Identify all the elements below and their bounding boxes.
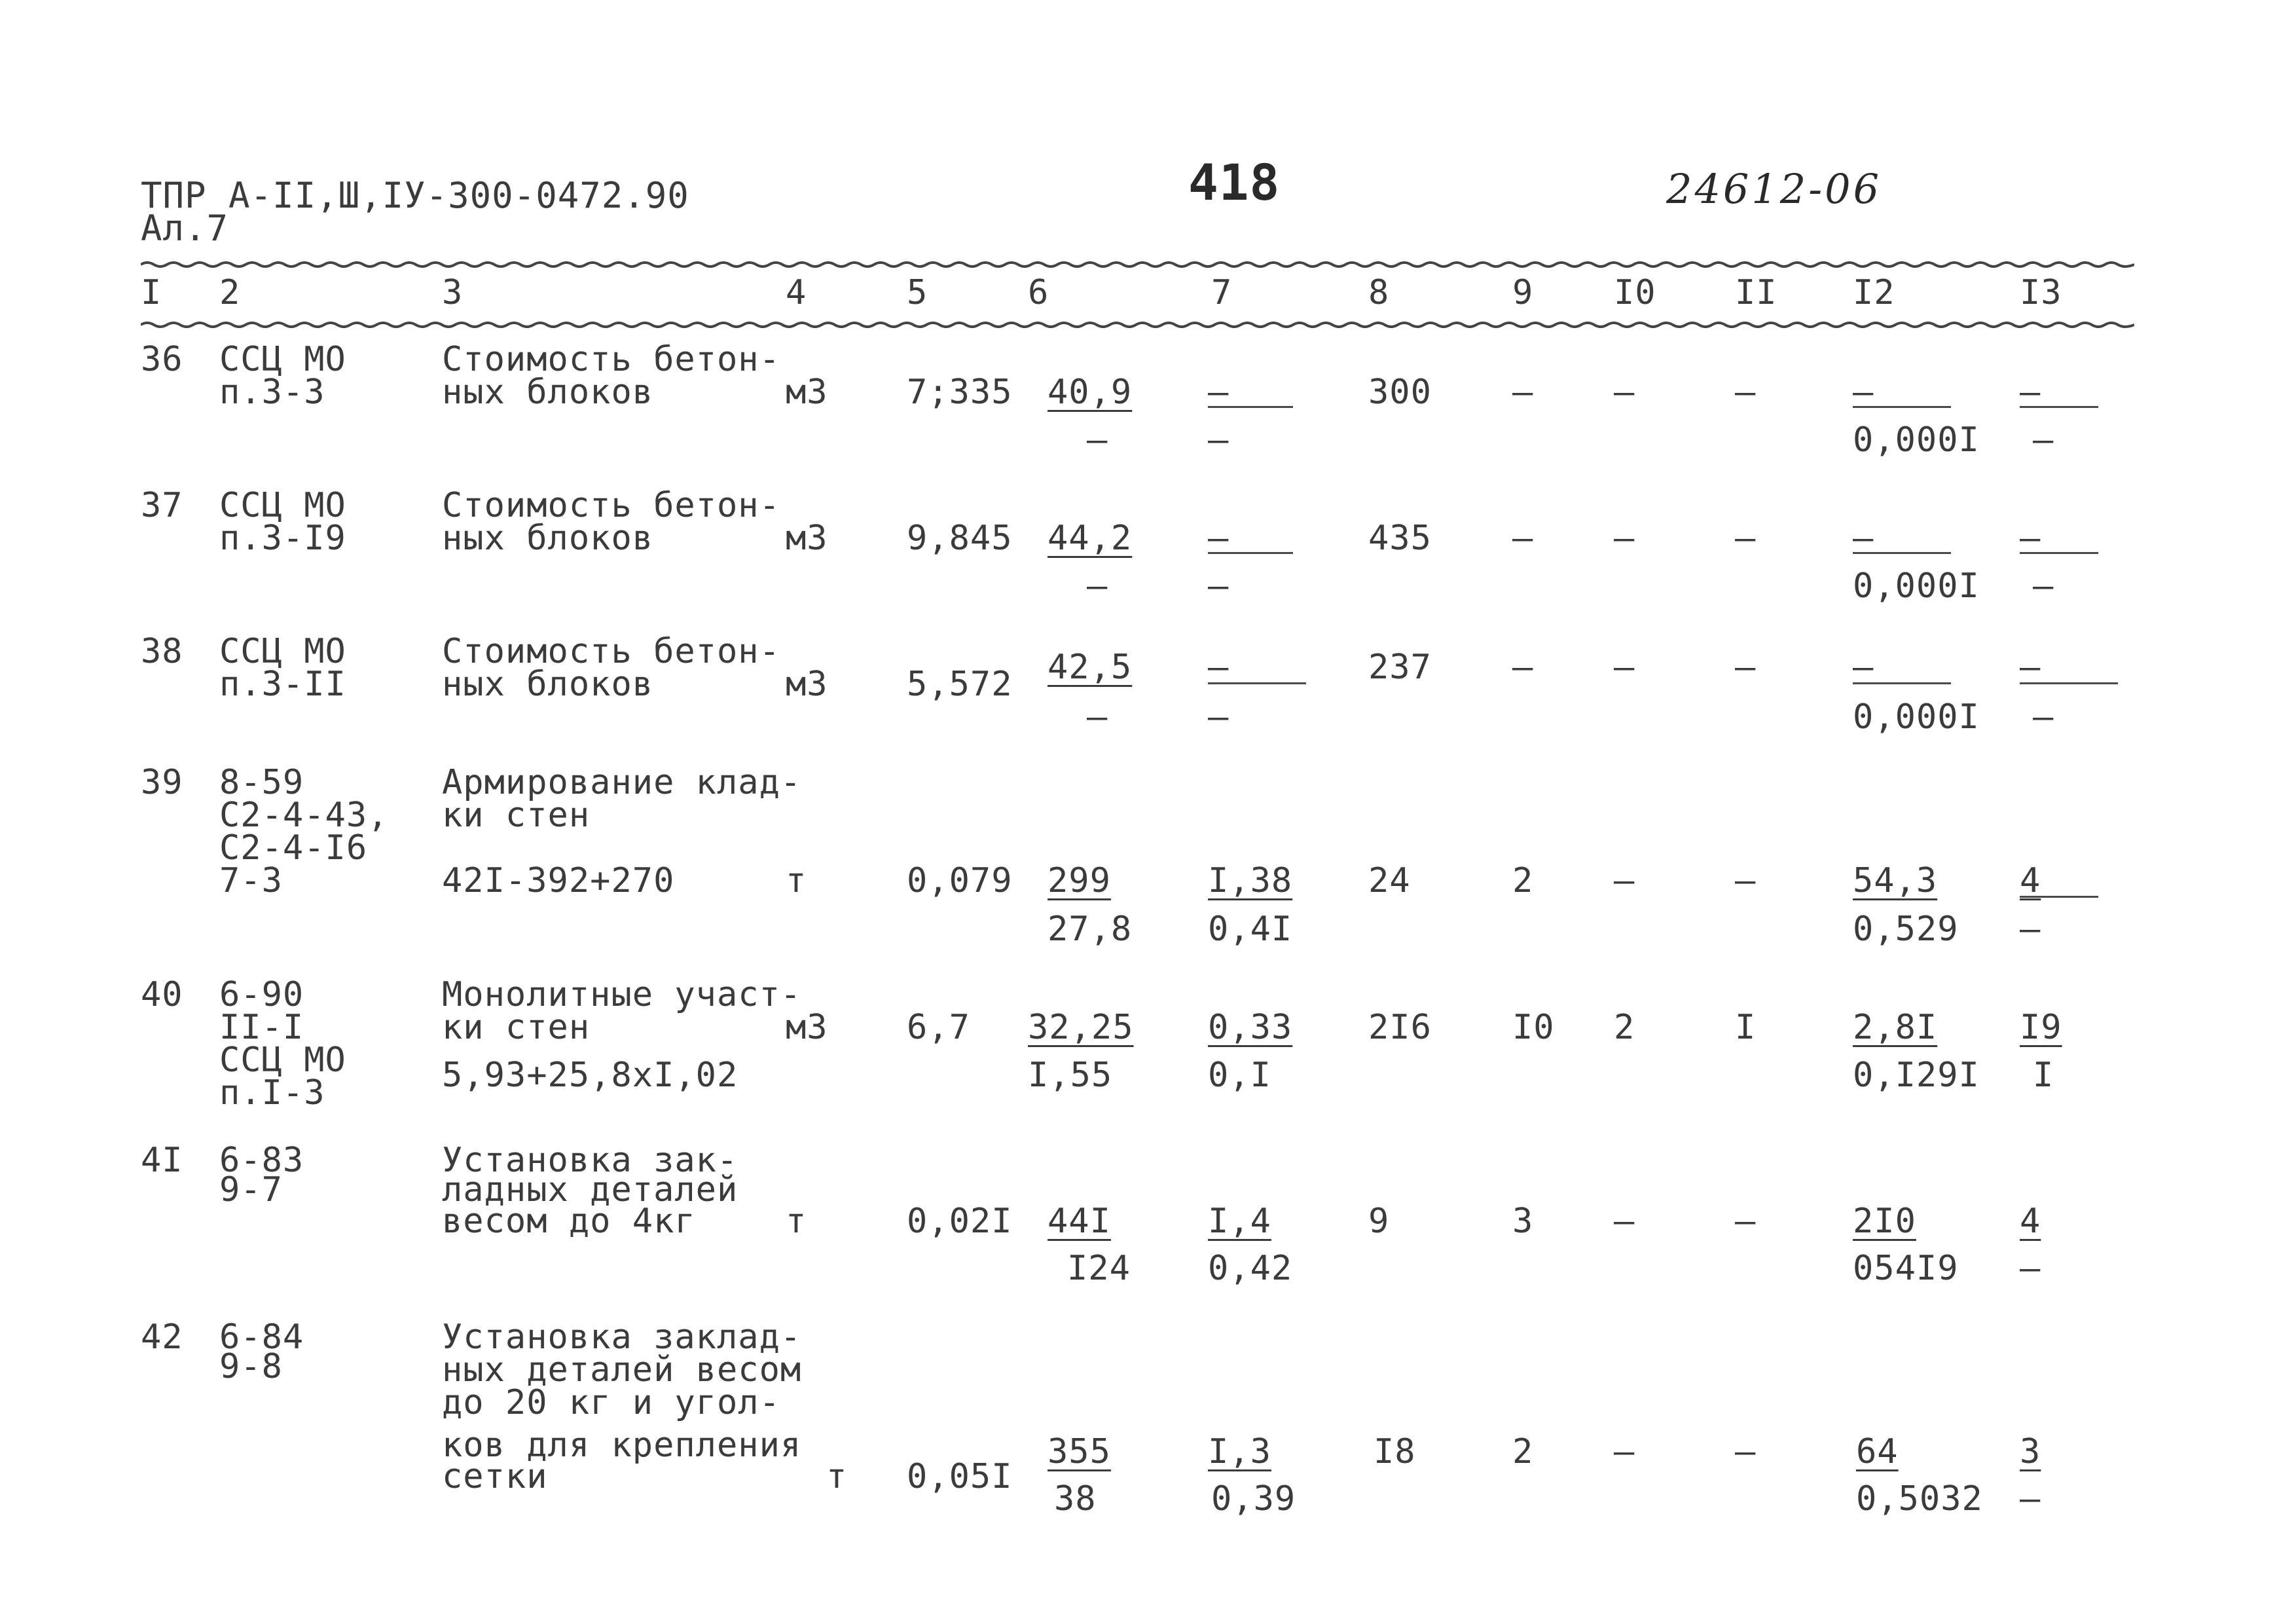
code-line: С2-4-I6 [219, 828, 368, 868]
code-line: ССЦ МО [219, 632, 346, 671]
col13-top: – [2020, 519, 2041, 558]
col6-bottom: – [1087, 420, 1108, 460]
quantity: 0,02I [907, 1202, 1013, 1241]
col13-bottom: – [2020, 910, 2041, 949]
code-line: С2-4-43, [219, 796, 389, 835]
quantity: 0,079 [907, 861, 1013, 900]
fraction-line [1853, 406, 1951, 408]
fraction-line [2020, 552, 2098, 554]
col13-top: – [2020, 648, 2041, 687]
col11: – [1735, 373, 1757, 412]
col13-bottom: – [2033, 697, 2054, 737]
quantity: 7;335 [907, 373, 1013, 412]
col13-bottom: – [2033, 566, 2054, 606]
column-header: I2 [1853, 273, 1895, 312]
col7-bottom: 0,4I [1208, 910, 1293, 949]
name-line: Установка заклад- [442, 1318, 802, 1357]
name-line: ных блоков [442, 665, 654, 704]
quantity: 5,572 [907, 665, 1013, 704]
col7-bottom: 0,39 [1211, 1479, 1296, 1519]
fraction-line [2020, 406, 2098, 408]
row-number: 42 [141, 1318, 183, 1357]
col12-bottom: 0,000I [1853, 420, 1980, 460]
col7-bottom: – [1208, 420, 1230, 460]
name-line: ки стен [442, 1008, 591, 1047]
col10: – [1614, 861, 1635, 900]
col12-top: 2,8I [1853, 1008, 1938, 1047]
row-number: 37 [141, 486, 183, 525]
col10: – [1614, 373, 1635, 412]
col9: I0 [1512, 1008, 1555, 1047]
fraction-line [1208, 682, 1306, 684]
col13-bottom: – [2033, 420, 2054, 460]
col6-top: 299 [1048, 861, 1111, 900]
code-line: 9-8 [219, 1347, 283, 1386]
name-line: Монолитные участ- [442, 975, 802, 1014]
column-header: II [1735, 273, 1777, 312]
column-header: 4 [786, 273, 807, 312]
col12-top: – [1853, 373, 1874, 412]
name-line: сетки [442, 1457, 548, 1496]
code-line: п.3-II [219, 665, 346, 704]
code-line: 6-90 [219, 975, 304, 1014]
column-header: 8 [1368, 273, 1390, 312]
col7-top: 0,33 [1208, 1008, 1293, 1047]
col6-top: 44I [1048, 1202, 1111, 1241]
quantity: 0,05I [907, 1457, 1013, 1496]
name-line: ных деталей весом [442, 1350, 802, 1390]
col12-top: 54,3 [1853, 861, 1938, 900]
code-line: 6-83 [219, 1141, 304, 1180]
col13-top: I9 [2020, 1008, 2062, 1047]
name-line: до 20 кг и угол- [442, 1383, 780, 1422]
col12-top: 64 [1856, 1432, 1899, 1471]
col6-top: 44,2 [1048, 519, 1133, 558]
col7-top: – [1208, 373, 1230, 412]
col9: 3 [1512, 1202, 1534, 1241]
col7-bottom: – [1208, 697, 1230, 737]
col11: – [1735, 519, 1757, 558]
col9: 2 [1512, 861, 1534, 900]
col8: 2I6 [1368, 1008, 1432, 1047]
column-header: I [141, 273, 162, 312]
document-code: ТПР А-II,Ш,IУ-300-0472.90 [141, 175, 689, 216]
col11: – [1735, 1432, 1757, 1471]
col9: 2 [1512, 1432, 1534, 1471]
col8: 24 [1368, 861, 1411, 900]
col11: – [1735, 1202, 1757, 1241]
row-number: 38 [141, 632, 183, 671]
col12-bottom: 0,000I [1853, 697, 1980, 737]
col12-bottom: 0,I29I [1853, 1056, 1980, 1095]
col6-top: 355 [1048, 1432, 1111, 1471]
col10: – [1614, 1432, 1635, 1471]
col12-top: 2I0 [1853, 1202, 1916, 1241]
col7-bottom: 0,I [1208, 1056, 1271, 1095]
unit: м3 [786, 519, 828, 558]
col7-top: I,3 [1208, 1432, 1271, 1471]
sheet-label: Ал.7 [141, 208, 229, 249]
fraction-line [1853, 682, 1951, 684]
column-header: 3 [442, 273, 464, 312]
col9: – [1512, 648, 1534, 687]
quantity: 6,7 [907, 1008, 970, 1047]
col10: – [1614, 519, 1635, 558]
name-line: весом до 4кг [442, 1202, 696, 1241]
col7-bottom: 0,42 [1208, 1249, 1293, 1288]
code-line: II-I [219, 1008, 304, 1047]
col7-top: – [1208, 519, 1230, 558]
row-number: 4I [141, 1141, 183, 1180]
col12-bottom: 0,000I [1853, 566, 1980, 606]
name-line: Стоимость бетон- [442, 632, 780, 671]
col6-bottom: – [1087, 697, 1108, 737]
name-line: Армирование клад- [442, 763, 802, 802]
col7-top: – [1208, 648, 1230, 687]
col8: 435 [1368, 519, 1432, 558]
col9: – [1512, 373, 1534, 412]
col9: – [1512, 519, 1534, 558]
document-number: 24612-06 [1666, 165, 1882, 213]
col12-bottom: 054I9 [1853, 1249, 1959, 1288]
unit: т [826, 1457, 848, 1496]
name-line: ных блоков [442, 373, 654, 412]
page-number: 418 [1188, 153, 1281, 212]
unit: м3 [786, 665, 828, 704]
unit: т [786, 861, 807, 900]
code-line: ССЦ МО [219, 340, 346, 379]
row-number: 39 [141, 763, 183, 802]
col12-top: – [1853, 519, 1874, 558]
col6-top: 40,9 [1048, 373, 1133, 412]
row-number: 36 [141, 340, 183, 379]
col8: 9 [1368, 1202, 1390, 1241]
code-line: п.I-3 [219, 1073, 325, 1113]
column-header: 5 [907, 273, 928, 312]
col8: 237 [1368, 648, 1432, 687]
column-header: 6 [1028, 273, 1049, 312]
column-header: I3 [2020, 273, 2062, 312]
code-line: п.3-3 [219, 373, 325, 412]
fraction-line [1208, 406, 1293, 408]
col8: I8 [1374, 1432, 1416, 1471]
code-line: 7-3 [219, 861, 283, 900]
col11: – [1735, 861, 1757, 900]
column-header: 7 [1211, 273, 1233, 312]
col13-bottom: I [2033, 1056, 2054, 1095]
col11: – [1735, 648, 1757, 687]
name-line: ков для крепления [442, 1426, 802, 1465]
col6-bottom: – [1087, 566, 1108, 606]
code-line: 6-84 [219, 1318, 304, 1357]
name-line: ных блоков [442, 519, 654, 558]
col8: 300 [1368, 373, 1432, 412]
col13-top: 3 [2020, 1432, 2041, 1471]
formula: 42I-392+270 [442, 861, 675, 900]
name-line: Стоимость бетон- [442, 486, 780, 525]
fraction-line [1853, 552, 1951, 554]
unit: т [786, 1202, 807, 1241]
col13-top: 4 [2020, 861, 2041, 900]
code-line: ССЦ МО [219, 486, 346, 525]
fraction-line [2020, 896, 2098, 898]
name-line: Стоимость бетон- [442, 340, 780, 379]
col13-top: – [2020, 373, 2041, 412]
col12-bottom: 0,529 [1853, 910, 1959, 949]
code-line: 9-7 [219, 1170, 283, 1209]
fraction-line [2020, 682, 2118, 684]
quantity: 9,845 [907, 519, 1013, 558]
fraction-line [1208, 552, 1293, 554]
col12-top: – [1853, 648, 1874, 687]
name-line: ки стен [442, 796, 591, 835]
col13-top: 4 [2020, 1202, 2041, 1241]
col10: – [1614, 648, 1635, 687]
code-line: п.3-I9 [219, 519, 346, 558]
col6-top: 32,25 [1028, 1008, 1134, 1047]
col11: I [1735, 1008, 1757, 1047]
column-header: 2 [219, 273, 241, 312]
col6-bottom: 38 [1054, 1479, 1097, 1519]
col7-top: I,4 [1208, 1202, 1271, 1241]
col7-top: I,38 [1208, 861, 1293, 900]
col12-bottom: 0,5032 [1856, 1479, 1983, 1519]
name-line: Установка зак- [442, 1141, 738, 1180]
col6-bottom: I,55 [1028, 1056, 1113, 1095]
col13-bottom: – [2020, 1479, 2041, 1519]
col10: 2 [1614, 1008, 1635, 1047]
column-header: 9 [1512, 273, 1534, 312]
column-header: I0 [1614, 273, 1656, 312]
col6-bottom: I24 [1067, 1249, 1131, 1288]
col13-bottom: – [2020, 1249, 2041, 1288]
code-line: 8-59 [219, 763, 304, 802]
row-number: 40 [141, 975, 183, 1014]
col10: – [1614, 1202, 1635, 1241]
col6-top: 42,5 [1048, 648, 1133, 687]
unit: м3 [786, 1008, 828, 1047]
col7-bottom: – [1208, 566, 1230, 606]
name-line: ладных деталей [442, 1170, 738, 1209]
formula: 5,93+25,8хI,02 [442, 1056, 738, 1095]
unit: м3 [786, 373, 828, 412]
code-line: ССЦ МО [219, 1041, 346, 1080]
col6-bottom: 27,8 [1048, 910, 1133, 949]
